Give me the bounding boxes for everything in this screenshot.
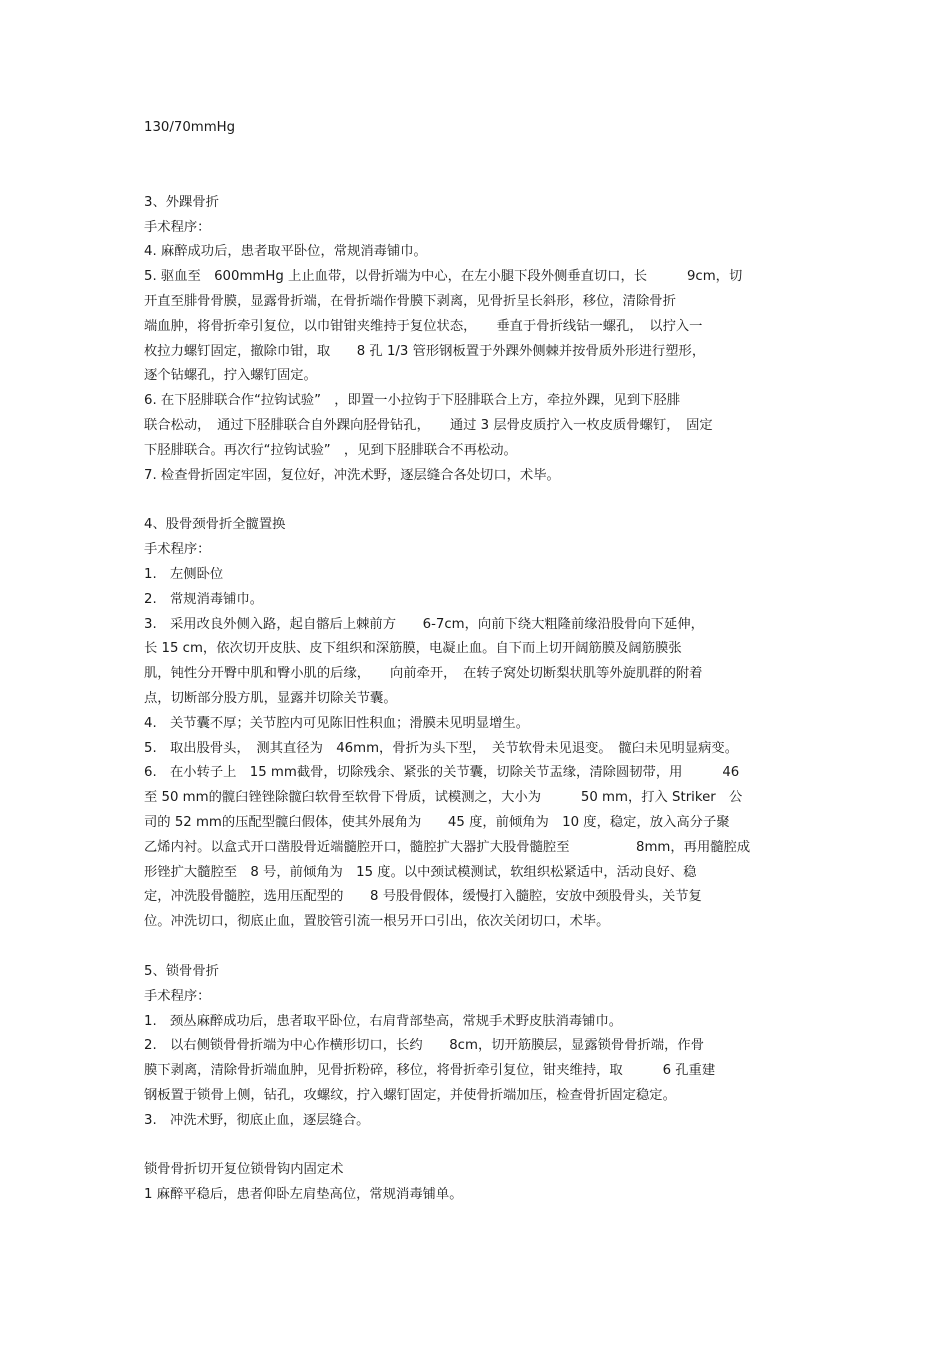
text-line: 开直至腓骨骨膜，显露骨折端，在骨折端作骨膜下剥离，见骨折呈长斜形，移位，清除骨折 (144, 293, 676, 309)
section-heading: 3、外踝骨折 (144, 194, 219, 210)
text-line: 乙烯内衬。以盒式开口凿股骨近端髓腔开口，髓腔扩大器扩大股骨髓腔至 8mm，再用髓腔成 (144, 839, 751, 855)
text-line: 至 50 mm的髋臼锉锉除髋臼软骨至软骨下骨质，试模测之，大小为 50 mm，打入 Striker 公 (144, 790, 743, 806)
section-hip-replacement (144, 513, 819, 935)
text-line: 钢板置于锁骨上侧，钻孔，攻螺纹，拧入螺钉固定，并使骨折端加压，检查骨折固定稳定。 (144, 1087, 676, 1103)
section-heading: 5、锁骨骨折 (144, 963, 219, 979)
text-line: 4. 关节囊不厚；关节腔内可见陈旧性积血；滑膜未见明显增生。 (144, 715, 529, 731)
procedure-label: 手术程序： (144, 988, 211, 1004)
blood-pressure-line: 130/70mmHg (144, 120, 236, 135)
text-line: 3. 采用改良外侧入路，起自髂后上棘前方 6-7cm，向前下绕大粗隆前缘沿股骨向下延伸， (144, 616, 704, 632)
section-heading: 锁骨骨折切开复位锁骨钩内固定术 (144, 1162, 344, 1178)
text-line: 4. 麻醉成功后，患者取平卧位，常规消毒铺巾。 (144, 244, 427, 260)
text-line: 定，冲洗股骨髓腔，选用压配型的 8 号股骨假体，缓慢打入髓腔，安放中颈股骨头，关节复 (144, 889, 702, 905)
text-line: 5. 驱血至 600mmHg 上止血带，以骨折端为中心，在左小腿下段外侧垂直切口，长 9cm，切 (144, 269, 743, 285)
procedure-label: 手术程序： (144, 219, 211, 235)
section-clavicle-hook-fixation (144, 1158, 819, 1208)
text-line: 1 麻醉平稳后，患者仰卧左肩垫高位，常规消毒铺单。 (144, 1187, 463, 1203)
text-line: 1. 颈丛麻醉成功后，患者取平卧位，右肩背部垫高，常规手术野皮肤消毒铺巾。 (144, 1013, 623, 1029)
section-ankle-fracture (144, 191, 819, 489)
section-clavicle-fracture (144, 960, 819, 1134)
text-line: 下胫腓联合。再次行“拉钩试验” ，见到下胫腓联合不再松动。 (144, 442, 517, 458)
text-line: 7. 检查骨折固定牢固，复位好，冲洗术野，逐层缝合各处切口，术毕。 (144, 467, 560, 483)
text-line: 3. 冲洗术野，彻底止血，逐层缝合。 (144, 1112, 370, 1128)
text-line: 逐个钻螺孔，拧入螺钉固定。 (144, 368, 317, 384)
text-line: 2. 以右侧锁骨骨折端为中心作横形切口，长约 8cm，切开筋膜层，显露锁骨骨折端，作骨 (144, 1038, 704, 1054)
text-line: 长 15 cm，依次切开皮肤、皮下组织和深筋膜，电凝止血。自下而上切开阔筋膜及阔筋膜张 (144, 641, 682, 657)
text-line: 形锉扩大髓腔至 8 号，前倾角为 15 度。以中颈试模测试，软组织松紧适中，活动良好、稳 (144, 864, 697, 880)
text-line: 6. 在小转子上 15 mm截骨，切除残余、紧张的关节囊，切除关节盂缘，清除圆韧带，用 46 (144, 765, 740, 781)
document-body (144, 116, 819, 1208)
text-line: 6. 在下胫腓联合作“拉钩试验” ，即置一小拉钩于下胫腓联合上方，牵拉外踝，见到下胫腓 (144, 393, 680, 409)
text-line: 肌，钝性分开臀中肌和臀小肌的后缘， 向前牵开， 在转子窝处切断梨状肌等外旋肌群的附着 (144, 666, 703, 682)
text-line: 5. 取出股骨头， 测其直径为 46mm，骨折为头下型， 关节软骨未见退变。 髋臼未见明显病变。 (144, 740, 739, 756)
text-line: 位。冲洗切口，彻底止血，置胶管引流一根另开口引出，依次关闭切口，术毕。 (144, 914, 610, 930)
text-line: 联合松动， 通过下胫腓联合自外踝向胫骨钻孔， 通过 3 层骨皮质拧入一枚皮质骨螺钉， 固定 (144, 417, 713, 433)
text-line: 司的 52 mm的压配型髋臼假体，使其外展角为 45 度，前倾角为 10 度，稳定，放入高分子聚 (144, 814, 730, 830)
text-line: 1. 左侧卧位 (144, 566, 224, 582)
text-line: 点，切断部分股方肌，显露并切除关节囊。 (144, 690, 397, 706)
procedure-label: 手术程序： (144, 542, 211, 558)
text-line: 2. 常规消毒铺巾。 (144, 591, 264, 607)
section-heading: 4、股骨颈骨折全髋置换 (144, 517, 286, 533)
text-line: 枚拉力螺钉固定，撤除巾钳，取 8 孔 1/3 管形钢板置于外踝外侧棘并按骨质外形进行塑形， (144, 343, 706, 359)
text-line: 膜下剥离，清除骨折端血肿，见骨折粉碎，移位，将骨折牵引复位，钳夹维持，取 6 孔重建 (144, 1063, 716, 1079)
text-line: 端血肿，将骨折牵引复位，以巾钳钳夹维持于复位状态， 垂直于骨折线钻一螺孔， 以拧入一 (144, 318, 703, 334)
